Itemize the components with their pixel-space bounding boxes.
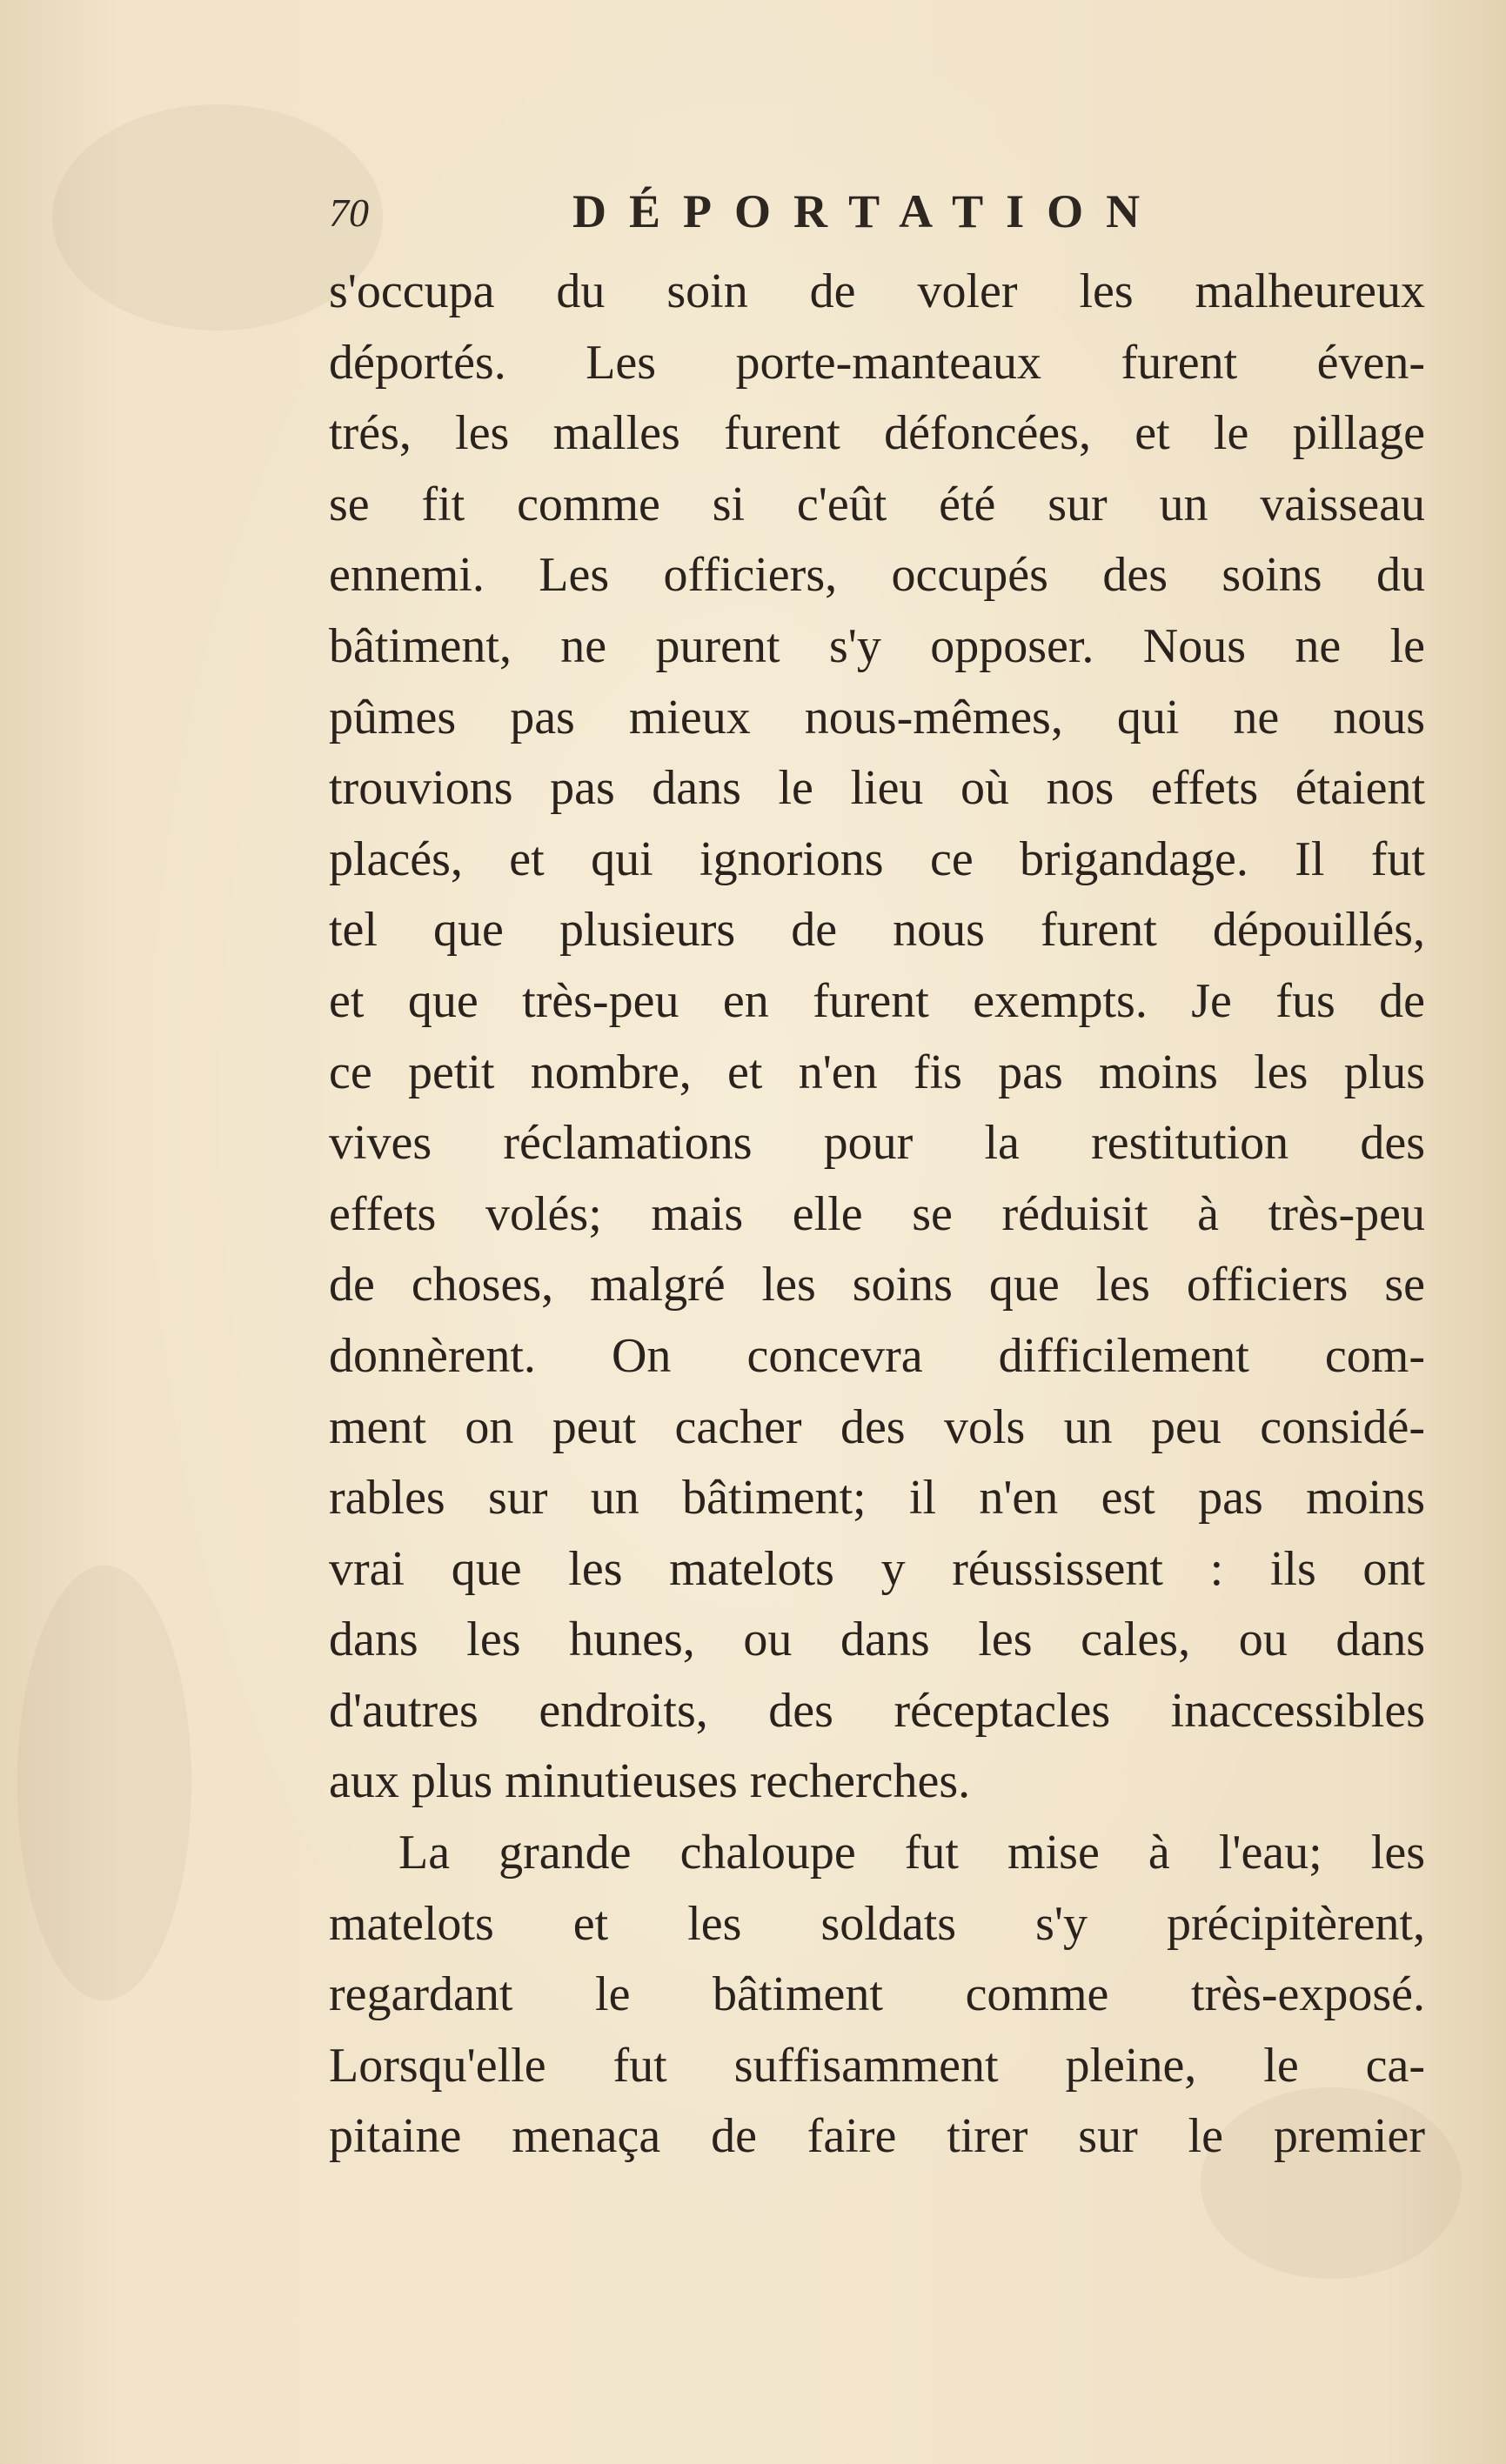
paragraph-end-line: aux plus minutieuses recherches. [329, 1754, 971, 1809]
text-line: tel que plusieurs de nous furent dépouillés, [329, 903, 1425, 958]
text-line: donnèrent. On concevra difficilement com- [329, 1328, 1425, 1383]
text-line: et que très-peu en furent exempts. Je fus de [329, 973, 1425, 1028]
text-line: de choses, malgré les soins que les officiers se [329, 1258, 1425, 1312]
body-text [329, 257, 1425, 2173]
page-number: 70 [329, 190, 369, 235]
text-line: déportés. Les porte-manteaux furent éven- [329, 335, 1425, 390]
text-line: trouvions pas dans le lieu où nos effets étaient [329, 761, 1425, 816]
paper-stain [17, 1566, 191, 2000]
text-line: bâtiment, ne purent s'y opposer. Nous ne le [329, 618, 1425, 673]
page-header [329, 184, 1181, 245]
running-head: DÉPORTATION [572, 185, 1163, 237]
text-line: s'occupa du soin de voler les malheureux [329, 264, 1425, 318]
text-line: trés, les malles furent défoncées, et le pillage [329, 406, 1425, 461]
text-line: regardant le bâtiment comme très-exposé. [329, 1967, 1425, 2022]
text-line: effets volés; mais elle se réduisit à très-peu [329, 1186, 1425, 1241]
text-line: matelots et les soldats s'y précipitèrent, [329, 1896, 1425, 1951]
text-line: placés, et qui ignorions ce brigandage. Il fut [329, 831, 1425, 886]
text-line: vrai que les matelots y réussissent : ils ont [329, 1541, 1425, 1596]
text-line: pûmes pas mieux nous-mêmes, qui ne nous [329, 690, 1425, 745]
text-line: ment on peut cacher des vols un peu considé- [329, 1399, 1425, 1454]
text-line: d'autres endroits, des réceptacles inaccessibles [329, 1683, 1425, 1738]
text-line: pitaine menaça de faire tirer sur le premier [329, 2109, 1425, 2164]
paragraph-start-line: La grande chaloupe fut mise à l'eau; les [398, 1826, 1425, 1880]
text-line: ce petit nombre, et n'en fis pas moins les plus [329, 1045, 1425, 1099]
text-line: se fit comme si c'eût été sur un vaisseau [329, 477, 1425, 531]
text-line: Lorsqu'elle fut suffisamment pleine, le ca- [329, 2038, 1425, 2093]
text-line: dans les hunes, ou dans les cales, ou dans [329, 1613, 1425, 1667]
text-line: ennemi. Les officiers, occupés des soins du [329, 548, 1425, 603]
text-line: vives réclamations pour la restitution des [329, 1116, 1425, 1171]
text-line: rables sur un bâtiment; il n'en est pas moins [329, 1471, 1425, 1526]
